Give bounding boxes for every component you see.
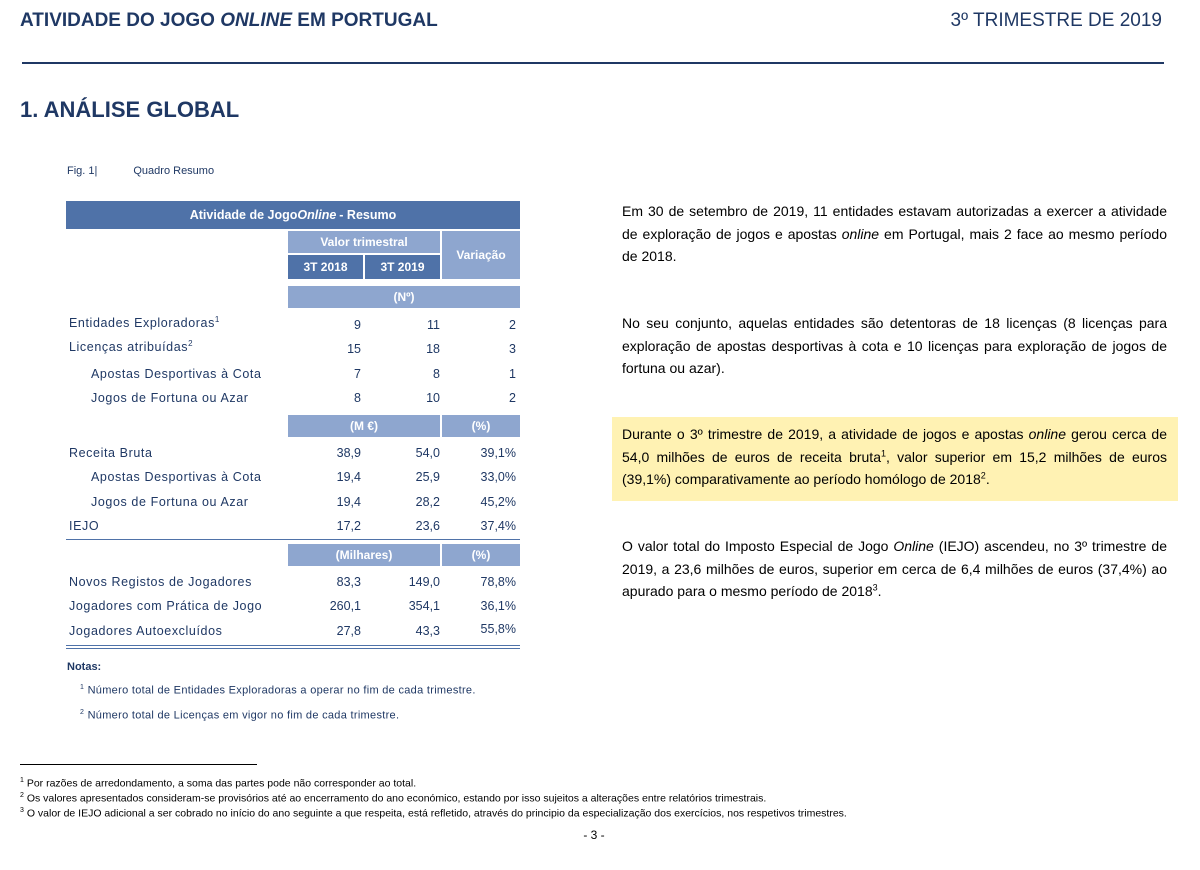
cell-2018: 17,2 [336,519,361,533]
notes-title: Notas: [67,661,102,673]
unit-thousands: (Milhares) [288,544,440,566]
row-label [69,315,220,330]
cell-variation: 2 [509,318,516,332]
row-label: Jogos de Fortuna ou Azar [91,495,249,509]
p3-text-3: , valor superior em 15,2 milhões de euros (39,1%) comparativamente ao período homólogo de 2018 [622,448,1167,487]
cell-2019: 18 [426,342,440,356]
report-period: 3º TRIMESTRE DE 2019 [950,10,1162,31]
table-title [66,201,520,229]
cell-variation: 78,8% [480,575,516,589]
cell-variation: 55,8% [480,622,516,636]
table-divider [66,539,520,540]
note-1 [80,684,476,697]
cell-2018: 8 [354,391,361,405]
title-italic-text: ONLINE [220,10,293,31]
row-label: Jogadores com Prática de Jogo [69,599,263,613]
cell-2018: 83,3 [336,575,361,589]
p4-italic: Online [893,538,934,554]
note-2 [80,709,399,722]
cell-2019: 23,6 [415,519,440,533]
footnote-sup: 2 [20,792,24,799]
cell-2019: 28,2 [415,495,440,509]
note-sup: 1 [80,684,85,691]
footnote-ref: 2 [980,470,986,481]
row-label: Jogos de Fortuna ou Azar [91,391,249,405]
cell-2018: 7 [354,367,361,381]
p4-text: O valor total do Imposto Especial de Jogo [622,538,894,554]
row-label: Apostas Desportivas à Cota [91,367,262,381]
cell-2018: 38,9 [336,446,361,460]
footnote-ref: 1 [881,447,887,458]
cell-2019: 10 [426,391,440,405]
title-text-end: EM PORTUGAL [292,10,438,31]
row-label: Receita Bruta [69,446,153,460]
cell-variation: 45,2% [480,495,516,509]
row-label-sup: 1 [214,315,220,324]
p4-text-end: . [877,583,882,599]
footnote-3 [20,807,847,820]
figure-caption-text: Quadro Resumo [133,165,215,177]
footnote-sup: 1 [20,777,24,784]
note-text: Número total de Entidades Exploradoras a operar no fim de cada trimestre. [87,684,476,697]
p1-text: Em 30 de setembro de 2019, 11 entidades estavam autorizadas a exercer a atividade de exploração de jogos e apostas [622,203,1167,242]
cell-2018: 260,1 [329,599,361,613]
cell-2019: 43,3 [415,624,440,638]
p1-italic: online [841,225,880,242]
p3-italic: online [1028,426,1067,442]
unit-percent-2: (%) [442,544,520,566]
cell-2018: 9 [354,318,361,332]
cell-variation: 3 [509,342,516,356]
table-title-suffix: - Resumo [339,208,397,222]
header-variacao: Variação [442,231,520,279]
row-label-text: Licenças atribuídas [69,340,189,355]
section-title: 1. ANÁLISE GLOBAL [20,97,240,122]
figure-number: Fig. 1| [67,165,98,177]
paragraph-iejo [622,535,1167,603]
header-3t-2018: 3T 2018 [288,255,363,279]
footnote-text: Os valores apresentados consideram-se provisórios até ao encerramento do ano económico, estando por isso sujeitos a alterações entre relatórios trimestrais. [23,792,767,805]
row-label: Jogadores Autoexcluídos [69,624,223,638]
cell-2018: 19,4 [336,470,361,484]
cell-2018: 15 [347,342,361,356]
note-text: Número total de Licenças em vigor no fim de cada trimestre. [87,709,400,722]
row-label: Novos Registos de Jogadores [69,575,252,589]
footnote-text: O valor de IEJO adicional a ser cobrado no início do ano seguinte a que respeita, está refletido, através do principio da especialização dos exercícios, nos respetivos trimestres. [23,807,847,820]
document-title [20,10,438,32]
p4-text-2: (IEJO) ascendeu, no 3º trimestre de 2019, a 23,6 milhões de euros, superior em cerca de 6,4 milhões de euros (37,4%) ao apurado para o mesmo período de 2018 [622,538,1167,599]
p3-text-2: gerou cerca de 54,0 milhões de euros de receita bruta [622,426,1167,465]
footnote-divider [20,764,257,765]
table-title-text: Atividade de Jogo [189,208,298,222]
cell-2019: 8 [433,367,440,381]
cell-variation: 2 [509,391,516,405]
figure-caption [67,165,214,177]
header-divider [22,62,1164,64]
table-bottom-rule [66,645,520,646]
cell-variation: 36,1% [480,599,516,613]
row-label: IEJO [69,519,100,533]
p1-text-end: em Portugal, mais 2 face ao mesmo período de 2018. [622,225,1168,264]
title-text: ATIVIDADE DO JOGO [20,10,221,31]
cell-2018: 19,4 [336,495,361,509]
paragraph-licenses: No seu conjunto, aquelas entidades são detentoras de 18 licenças (8 licenças para exploração de apostas desportivas à cota e 10 licenças para exploração de jogos de fortuna ou azar). [622,315,1167,376]
row-label-text: Entidades Exploradoras [69,316,215,331]
footnote-2 [20,792,766,805]
footnote-ref: 3 [872,582,878,593]
cell-2018: 27,8 [336,624,361,638]
cell-2019: 25,9 [415,470,440,484]
footnote-sup: 3 [20,807,24,814]
note-sup: 2 [80,709,85,716]
footnote-text: Por razões de arredondamento, a soma das partes pode não corresponder ao total. [23,777,417,790]
cell-2019: 54,0 [415,446,440,460]
page-number: - 3 - [583,828,605,842]
row-label [69,339,193,354]
header-3t-2019: 3T 2019 [365,255,440,279]
p3-text: Durante o 3º trimestre de 2019, a atividade de jogos e apostas [622,426,1029,442]
paragraph-revenue [622,423,1167,491]
unit-count: (Nº) [288,286,520,308]
footnote-1 [20,777,416,790]
header-valor-trimestral: Valor trimestral [288,231,440,253]
cell-2019: 11 [427,318,440,332]
unit-percent: (%) [442,415,520,437]
table-bottom-rule-2 [66,648,520,649]
cell-variation: 33,0% [480,470,516,484]
cell-2019: 354,1 [408,599,440,613]
row-label: Apostas Desportivas à Cota [91,470,262,484]
cell-variation: 1 [509,367,516,381]
cell-variation: 39,1% [480,446,516,460]
p3-text-end: . [985,471,990,487]
table-title-italic: Online [297,208,337,222]
cell-variation: 37,4% [480,519,516,533]
cell-2019: 149,0 [408,575,440,589]
paragraph-entities [622,200,1167,268]
unit-money: (M €) [288,415,440,437]
row-label-sup: 2 [188,339,194,348]
